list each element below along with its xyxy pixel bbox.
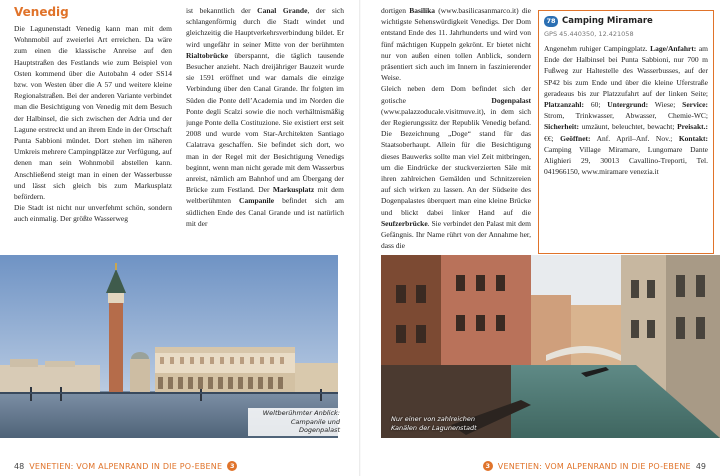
chapter-number-badge-right: 3 [483,461,493,471]
footer-right [483,461,706,471]
paragraph: Die Stadt ist nicht nur unverfehmt schön, sondern auch einmalig. Der größte Wasserweg [14,203,172,224]
section-heading: Venedig [14,5,69,19]
gps-coordinates: GPS 45.440350, 12.421058 [544,30,634,38]
campsite-infobox [538,10,714,254]
text-column-2 [186,5,344,255]
paragraph: ist bekanntlich der Canal Grande, der sich schlangenförmig durch die Stadt windet und gleichzeitig die Hauptverkehrsverbindung bildet. Er wird ungefähr in seiner Mitte von der berühmten Rialtobrücke überspannt, die täglich tausende Besucher anzieht. Nach dreijähriger Bauzeit wurde sie 1591 eröffnet und war damals die einzige Verbindung über den Canal Grande. Ihr folgten im Süden die Ponte dell’Academia und im Norden die Ponte degli Scalzi sowie die noch verhältnismäßig junge Ponte della Costituzione. Sie existiert erst seit 2008 und wurde vom Star-Architekten Santiago Calatrava geschaffen. Sie befindet sich dort, wo man in der Regel mit der Besichtigung Venedigs beginnt, wenn man nicht gerade mit dem Wasserbus anreist, nämlich am Bahnhof und am Übergang der Brücke zum Festland. Der Markusplatz mit dem weltberühmten Campanile befindet sich am südlichen Ende des Canal Grande und ist natürlich mit der [186,6,344,228]
running-title-right: VENETIEN: VOM ALPENRAND IN DIE PO-EBENE [497,461,691,471]
paragraph: Die Lagunenstadt Venedig kann man mit dem Wohnmobil auf zweierlei Art erreichen. Da wäre zum einen die klassische Anreise auf den Hauptstraßen des Festlands wie zum Beispiel von Osten kommend über die Autobahn 4 oder SS14 bzw. von Westen über die A 57 und weitere kleine Regionalstraßen. Bei der anderen Variante verbindet man die Besichtigung von Venedig mit dem Besuch der Halbinsel, die sich zwischen der Adria und der Lagune erstreckt und an ihrem Ende in der Ortschaft Punta Sabbioni mündet. Dort stehen im näheren Umkreis mehrere Campingplätze zur Verfügung, auf denen man sein Wohnmobil abstellen kann. Anschließend steigt man in einen der Wasserbusse und lässt sich gleich bis zum Markusplatz befördern. [14,24,172,202]
text-column-3 [381,5,531,255]
campsite-title: Camping Miramare [562,16,653,26]
chapter-number-badge-left: 3 [227,461,237,471]
photo-caption-left: Weltberühmter Anblick: Campanile und Dogenpalast [248,408,342,436]
photo-venice-canal [381,255,720,438]
campsite-number-badge: 78 [544,16,558,27]
running-title-left: VENETIEN: VOM ALPENRAND IN DIE PO-EBENE [29,461,223,471]
spread-gutter [359,0,361,476]
infobox-header [544,14,708,28]
paragraph: Gleich neben dem Dom befindet sich der gotische Dogenpalast (www.palazzoducale.visitmuve.it), in dem sich der Regierungssitz der Republik Venedig befand. Die Bezeichnung „Doge“ stand für das Staatsoberhaupt. Allein für die Besichtigung dieses Bauwerks sollte man viel Zeit mitbringen, um die Eindrücke der stuckverzierten Säle mit ihren zahlreichen Gemälden und Schnitzereien auf sich wirken zu lassen. An der Südseite des Dogenpalastes überquert man eine kleine Brücke und blickt dabei linker Hand auf die Seufzerbrücke. Sie verbindet den Palast mit dem Gefängnis. Ihr Name rührt von der Annahme her, dass die [381,84,531,251]
text-column-1 [14,23,172,255]
campsite-details: Angenehm ruhiger Campingplatz. Lage/Anfahrt: am Ende der Halbinsel bei Punta Sabbioni, nur 700 m Fußweg zur Haltestelle des Wasserbusses, auf der SP42 bis zum Ende und über die kleine Uferstraße geradeaus bis zur Platzzufahrt auf der linken Seite; Platzanzahl: 60; Untergrund: Wiese; Service: Strom, Trinkwasser, Abwasser, Chemie-WC; Sicherheit: umzäunt, beleuchtet, bewacht; Preisakt.: €€; Geöffnet: Anf. April–Anf. Nov.; Kontakt: Camping Village Miramare, Lungomare Dante Alighieri 29, 30013 Cavallino-Treporti, Tel. 041966150, www.miramare venezia.it [544,44,708,177]
page-number-right: 49 [695,461,706,471]
photo-caption-right: Nur einer von zahlreichen Kanälen der Lagunenstadt [391,415,477,432]
paragraph: dortigen Basilika (www.basilicasanmarco.it) die wichtigste Sehenswürdigkeit Venedigs. Der Dom entstand Ende des 11. Jahrhunderts und wird von fünf mächtigen Kuppeln gekrönt. Er bietet nicht nur von außen einen tollen Anblick, sondern präsentiert sich auch im Innern in faszinierender Weise. [381,6,531,83]
footer-left [14,461,237,471]
canal-illustration [381,255,720,438]
page-number-left: 48 [14,461,25,471]
